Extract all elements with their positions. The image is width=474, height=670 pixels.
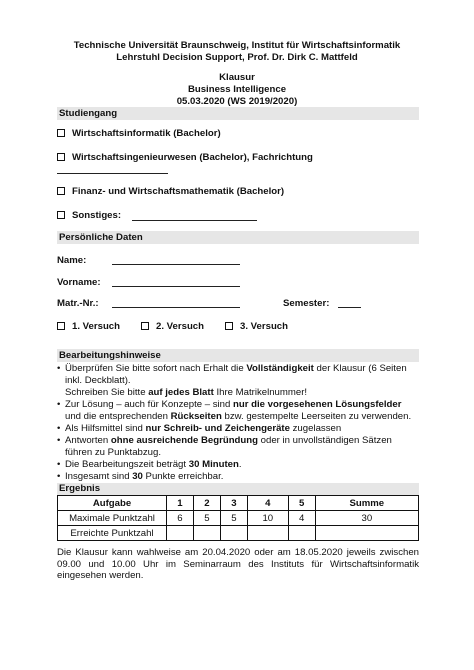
points-entry-cell[interactable] bbox=[315, 526, 418, 541]
table-cell: 10 bbox=[247, 511, 288, 526]
attempt-3[interactable] bbox=[225, 321, 288, 332]
table-cell: 5 bbox=[193, 511, 220, 526]
section-personal-data: Persönliche Daten bbox=[57, 231, 419, 244]
university-header: Technische Universität Braunschweig, Institut für Wirtschaftsinformatik bbox=[73, 40, 401, 51]
checkbox-icon[interactable] bbox=[225, 322, 233, 330]
column-header: 4 bbox=[247, 496, 288, 511]
option-finanzmathematik[interactable] bbox=[57, 186, 284, 197]
table-header-row bbox=[58, 496, 419, 511]
checkbox-icon[interactable] bbox=[57, 153, 65, 161]
semester-field[interactable] bbox=[338, 307, 361, 308]
table-cell: 4 bbox=[288, 511, 315, 526]
hint-item: • Insgesamt sind 30 Punkte erreichbar. bbox=[57, 471, 419, 483]
exam-title: Klausur bbox=[219, 72, 255, 83]
name-label: Name: bbox=[57, 255, 87, 266]
column-header: 1 bbox=[167, 496, 194, 511]
option-label: Sonstiges: bbox=[72, 210, 122, 221]
checkbox-icon[interactable] bbox=[57, 129, 65, 137]
option-label: Wirtschaftsinformatik (Bachelor) bbox=[72, 128, 221, 139]
table-cell: 5 bbox=[220, 511, 247, 526]
column-header-sum: Summe bbox=[315, 496, 418, 511]
option-sonstiges[interactable] bbox=[57, 210, 121, 221]
section-hints: Bearbeitungshinweise bbox=[57, 349, 419, 362]
points-entry-cell[interactable] bbox=[220, 526, 247, 541]
table-row-achieved bbox=[58, 526, 419, 541]
hint-item: • Als Hilfsmittel sind nur Schreib- und Zeichengeräte zugelassen bbox=[57, 423, 419, 435]
points-entry-cell[interactable] bbox=[288, 526, 315, 541]
column-header: 5 bbox=[288, 496, 315, 511]
hint-item: • Die Bearbeitungszeit beträgt 30 Minuten. bbox=[57, 459, 419, 471]
semester-label: Semester: bbox=[283, 298, 330, 309]
review-notice: Die Klausur kann wahlweise am 20.04.2020 oder am 18.05.2020 jeweils zwischen 09.00 und 10.00 Uhr im Seminarraum des Instituts für Wirtschaftsinformatik eingesehen werden. bbox=[57, 547, 419, 582]
matrnr-label: Matr.-Nr.: bbox=[57, 298, 99, 309]
table-cell: 6 bbox=[167, 511, 194, 526]
points-entry-cell[interactable] bbox=[247, 526, 288, 541]
exam-date: 05.03.2020 (WS 2019/2020) bbox=[176, 96, 298, 107]
checkbox-icon[interactable] bbox=[141, 322, 149, 330]
fachrichtung-line[interactable] bbox=[57, 173, 168, 174]
attempt-2[interactable] bbox=[141, 321, 204, 332]
results-table bbox=[57, 495, 419, 541]
chair-header: Lehrstuhl Decision Support, Prof. Dr. Dirk C. Mattfeld bbox=[116, 52, 358, 63]
hints-list bbox=[57, 363, 419, 483]
attempt-1[interactable] bbox=[57, 321, 120, 332]
row-label: Erreichte Punktzahl bbox=[58, 526, 167, 541]
table-cell-sum: 30 bbox=[315, 511, 418, 526]
hint-item: • Antworten ohne ausreichende Begründung oder in unvollständigen Sätzen führen zu Punktabzug. bbox=[57, 435, 419, 459]
option-wirtschaftsinformatik[interactable] bbox=[57, 128, 221, 139]
option-label: Finanz- und Wirtschaftsmathematik (Bachelor) bbox=[72, 186, 285, 197]
section-results: Ergebnis bbox=[57, 483, 419, 495]
attempt-label: 2. Versuch bbox=[156, 321, 204, 332]
exam-subject: Business Intelligence bbox=[187, 84, 287, 95]
row-label: Maximale Punktzahl bbox=[58, 511, 167, 526]
attempt-label: 3. Versuch bbox=[240, 321, 288, 332]
hint-item: • Überprüfen Sie bitte sofort nach Erhalt die Vollständigkeit der Klausur (6 Seiten inkl. Deckblatt). Schreiben Sie bitte auf jedes Blatt Ihre Matrikelnummer! bbox=[57, 363, 419, 399]
vorname-label: Vorname: bbox=[57, 277, 101, 288]
matrnr-field[interactable] bbox=[112, 307, 240, 308]
attempt-label: 1. Versuch bbox=[72, 321, 120, 332]
points-entry-cell[interactable] bbox=[167, 526, 194, 541]
column-header: 2 bbox=[193, 496, 220, 511]
hint-item: • Zur Lösung – auch für Konzepte – sind nur die vorgesehenen Lösungsfelder und die entsprechenden Rückseiten bzw. gestempelte Leerseiten zu verwenden. bbox=[57, 399, 419, 423]
checkbox-icon[interactable] bbox=[57, 211, 65, 219]
points-entry-cell[interactable] bbox=[193, 526, 220, 541]
sonstiges-line[interactable] bbox=[132, 220, 257, 221]
checkbox-icon[interactable] bbox=[57, 322, 65, 330]
option-wirtschaftsingenieurwesen[interactable] bbox=[57, 152, 313, 163]
table-row-max bbox=[58, 511, 419, 526]
vorname-field[interactable] bbox=[112, 286, 240, 287]
column-header-task: Aufgabe bbox=[58, 496, 167, 511]
column-header: 3 bbox=[220, 496, 247, 511]
section-studiengang: Studiengang bbox=[57, 107, 419, 120]
name-field[interactable] bbox=[112, 264, 240, 265]
option-label: Wirtschaftsingenieurwesen (Bachelor), Fachrichtung bbox=[72, 152, 313, 163]
checkbox-icon[interactable] bbox=[57, 187, 65, 195]
